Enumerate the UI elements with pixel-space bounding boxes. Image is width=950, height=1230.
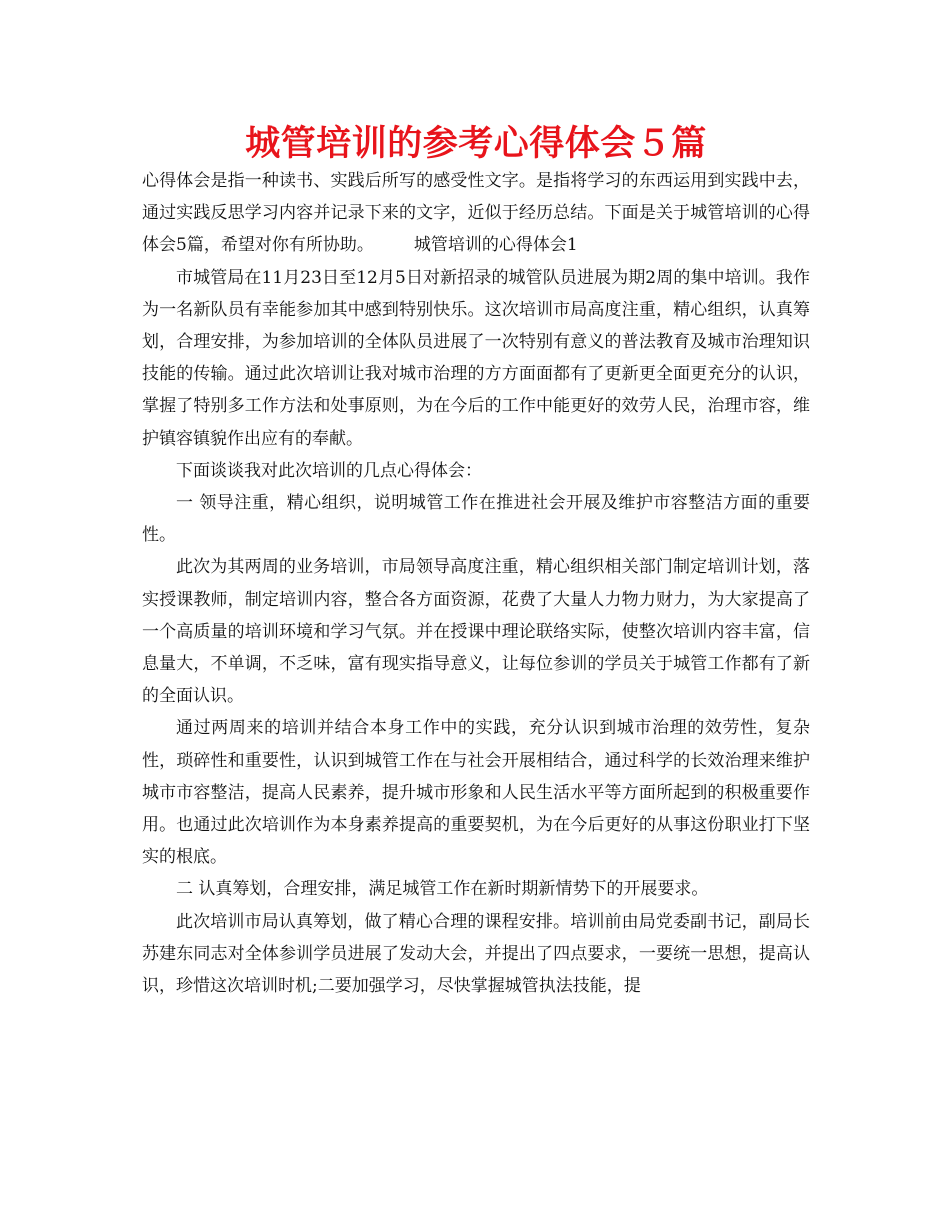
body-paragraph: 市城管局在11月23日至12月5日对新招录的城管队员进展为期2周的集中培训。我作为一名新队员有幸能参加其中感到特别快乐。这次培训市局高度注重，精心组织，认真筹划，合理安排，为参加培训的全体队员进展了一次特别有意义的普法教育及城市治理知识技能的传输。通过此次培训让我对城市治理的方方面面都有了更新更全面更充分的认识，掌握了特别多工作方法和处事原则，为在今后的工作中能更好的效劳人民，治理市容，维护镇容镇貌作出应有的奉献。	[142, 267, 810, 449]
body-paragraph: 一 领导注重，精心组织，说明城管工作在推进社会开展及维护市容整洁方面的重要性。	[142, 493, 810, 546]
body-paragraph: 下面谈谈我对此次培训的几点心得体会：	[176, 460, 482, 481]
body-paragraph: 此次培训市局认真筹划，做了精心合理的课程安排。培训前由局党委副书记，副局长苏建东同志对全体参训学员进展了发动大会，并提出了四点要求，一要统一思想，提高认识，珍惜这次培训时机;二要加强学习，尽快掌握城管执法技能，提	[142, 911, 810, 997]
body-paragraph: 二 认真筹划，合理安排，满足城管工作在新时期新情势下的开展要求。	[176, 879, 709, 900]
section-heading: 城管培训的心得体会1	[413, 235, 578, 256]
document-page	[142, 118, 810, 1002]
body-paragraph: 此次为其两周的业务培训，市局领导高度注重，精心组织相关部门制定培训计划，落实授课教师，制定培训内容，整合各方面资源，花费了大量人力物力财力，为大家提高了一个高质量的培训环境和学习气氛。并在授课中理论联络实际，使整次培训内容丰富，信息量大，不单调，不乏味，富有现实指导意义，让每位参训的学员关于城管工作都有了新的全面认识。	[142, 557, 810, 707]
document-body	[142, 165, 810, 1002]
document-title: 城管培训的参考心得体会５篇	[245, 124, 707, 164]
intro-paragraph	[142, 165, 810, 262]
body-paragraph: 通过两周来的培训并结合本身工作中的实践，充分认识到城市治理的效劳性，复杂性，琐碎性和重要性，认识到城管工作在与社会开展相结合，通过科学的长效治理来维护城市市容整洁，提高人民素养，提升城市形象和人民生活水平等方面所起到的积极重要作用。也通过此次培训作为本身素养提高的重要契机，为在今后更好的从事这份职业打下坚实的根底。	[142, 718, 810, 868]
intro-text: 心得体会是指一种读书、实践后所写的感受性文字。是指将学习的东西运用到实践中去，通过实践反思学习内容并记录下来的文字，近似于经历总结。下面是关于城管培训的心得体会5篇，希望对你有所协助。	[142, 171, 810, 256]
